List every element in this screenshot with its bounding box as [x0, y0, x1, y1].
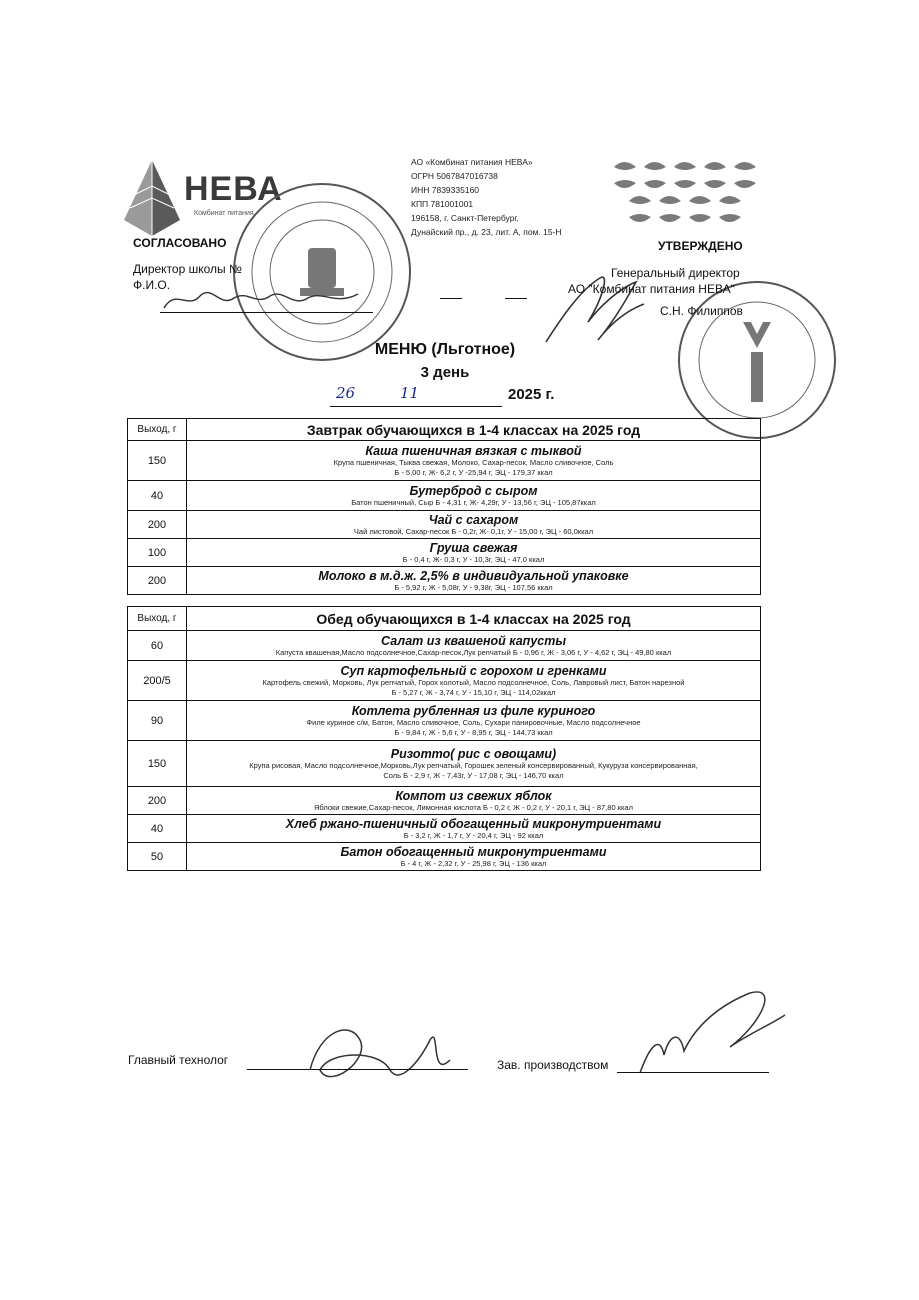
table-row: [128, 787, 761, 815]
chief-technologist-label: Главный технолог: [128, 1053, 229, 1067]
menu-date: [330, 384, 570, 408]
logo-pyramid-icon: [122, 158, 182, 238]
dish-name: Компот из свежих яблок: [395, 788, 552, 803]
dish-cell: [187, 539, 761, 567]
dish-output: 150: [128, 441, 187, 481]
dish-cell: [187, 567, 761, 595]
dish-nutrition: Б - 4 г, Ж - 2,32 г, У - 25,98 г, ЭЦ - 136 ккал: [400, 858, 547, 868]
dish-ingredients: Филе куриное с/м, Батон, Масло сливочное, Соль, Сухари панировочные, Масло подсолнечное: [306, 717, 641, 727]
table-header-row: [128, 419, 761, 441]
dish-output: 50: [128, 843, 187, 871]
dish-name: Суп картофельный с горохом и гренками: [340, 663, 607, 678]
dish-cell: [187, 661, 761, 701]
date-underline: [330, 406, 502, 407]
logo-subtitle: Комбинат питания: [194, 210, 254, 217]
approver-name: С.Н. Филиппов: [660, 304, 743, 318]
production-head-signature: [630, 985, 790, 1080]
approved-heading: УТВЕРЖДЕНО: [658, 239, 743, 253]
dish-output: 60: [128, 631, 187, 661]
production-head-label: Зав. производством: [497, 1058, 609, 1072]
table-row: [128, 481, 761, 511]
breakfast-table: [127, 418, 761, 595]
company-line: ОГРН 5067847016738: [411, 171, 498, 181]
decorative-pattern: [612, 155, 762, 235]
dish-name: Салат из квашеной капусты: [380, 633, 567, 648]
dish-name: Бутерброд с сыром: [409, 483, 538, 498]
menu-title: МЕНЮ (Льготное): [374, 341, 516, 358]
dish-name: Груша свежая: [429, 540, 518, 555]
company-line: 196158, г. Санкт-Петербург,: [411, 213, 519, 223]
menu-day: 3 день: [420, 364, 470, 381]
chief-technologist-signature: [290, 1010, 460, 1100]
signature-dash: [505, 298, 527, 299]
approver-position: Генеральный директор: [611, 266, 740, 280]
dish-ingredients: Картофель свежий, Морковь, Лук репчатый, Горох колотый, Масло подсолнечное, Соль, Лавровый лист, Батон нарезной: [262, 677, 685, 687]
dish-cell: [187, 815, 761, 843]
dish-nutrition: Б - 5,00 г, Ж- 6,2 г, У -25,94 г, ЭЦ - 179,37 ккал: [394, 467, 553, 477]
dish-nutrition: Батон пшеничный, Сыр Б - 4,31 г, Ж- 4,29г, У - 13,56 г, ЭЦ - 105,87ккал: [351, 497, 596, 507]
table-row: [128, 741, 761, 787]
dish-cell: [187, 511, 761, 539]
dish-output: 100: [128, 539, 187, 567]
school-director-label: Директор школы №: [133, 262, 242, 276]
dish-cell: [187, 741, 761, 787]
lunch-table: [127, 606, 761, 871]
breakfast-title: Завтрак обучающихся в 1-4 классах на 2025 год: [187, 419, 761, 441]
column-header-output: Выход, г: [128, 419, 187, 441]
dish-cell: [187, 631, 761, 661]
fio-signature-line: [160, 312, 373, 313]
table-row: [128, 815, 761, 843]
dish-name: Ризотто( рис с овощами): [390, 746, 557, 761]
school-seal: [230, 180, 415, 365]
table-header-row: [128, 607, 761, 631]
dish-cell: [187, 481, 761, 511]
signature-dash: [440, 298, 462, 299]
dish-cell: [187, 701, 761, 741]
table-row: [128, 631, 761, 661]
lunch-title: Обед обучающихся в 1-4 классах на 2025 год: [187, 607, 761, 631]
table-row: [128, 661, 761, 701]
company-line: Дунайский пр., д. 23, лит. А, пом. 15-Н: [411, 227, 562, 237]
dish-cell: [187, 843, 761, 871]
dish-name: Молоко в м.д.ж. 2,5% в индивидуальной упаковке: [318, 568, 629, 583]
dish-nutrition: Соль Б - 2,9 г, Ж - 7,43г, У - 17,08 г, ЭЦ - 146,70 ккал: [383, 770, 564, 780]
date-day: 26: [336, 384, 356, 402]
dish-output: 200/5: [128, 661, 187, 701]
dish-nutrition: Б - 5,92 г, Ж - 5,08г, У - 9,38г, ЭЦ - 107,56 ккал: [394, 582, 553, 592]
dish-nutrition: Б - 3,2 г, Ж - 1,7 г, У - 20,4 г, ЭЦ - 92 ккал: [403, 830, 544, 840]
approver-organization: АО "Комбинат питания НЕВА": [568, 282, 735, 296]
table-row: [128, 567, 761, 595]
dish-name: Чай с сахаром: [428, 512, 519, 527]
dish-name: Хлеб ржано-пшеничный обогащенный микронутриентами: [285, 816, 662, 831]
dish-output: 90: [128, 701, 187, 741]
agreed-heading: СОГЛАСОВАНО: [133, 236, 227, 250]
company-requisites: [411, 155, 611, 239]
company-line: ИНН 7839335160: [411, 185, 480, 195]
date-year: 2025 г.: [508, 386, 555, 403]
dish-nutrition: Чай листовой, Сахар-песок Б - 0,2г, Ж- 0,1г, У - 15,00 г, ЭЦ - 60,0ккал: [353, 526, 594, 536]
fio-label: Ф.И.О.: [133, 278, 171, 292]
logo-word: НЕВА: [184, 170, 283, 208]
dish-nutrition: Яблоки свежие,Сахар-песок, Лимонная кислота Б - 0,2 г, Ж - 0,2 г, У - 20,1 г, ЭЦ - 87,80 ккал: [314, 802, 633, 812]
column-header-output: Выход, г: [128, 607, 187, 631]
dish-cell: [187, 787, 761, 815]
production-head-line: [617, 1072, 769, 1073]
table-row: [128, 701, 761, 741]
dish-nutrition: Капуста квашеная,Масло подсолнечное,Сахар-песок,Лук репчатый Б - 0,96 г, Ж - 3,06 г, У - 4,62 г, ЭЦ - 49,80 ккал: [275, 647, 672, 657]
date-month: 11: [400, 384, 420, 402]
dish-ingredients: Крупа рисовая, Масло подсолнечное,Морковь,Лук репчатый, Горошек зеленый консервированный, Кукуруза консервированная,: [249, 760, 698, 770]
dish-nutrition: Б - 5,27 г, Ж - 3,74 г, У - 15,10 г, ЭЦ - 114,02ккал: [391, 687, 556, 697]
company-line: АО «Комбинат питания НЕВА»: [411, 157, 533, 167]
dish-output: 200: [128, 511, 187, 539]
dish-output: 150: [128, 741, 187, 787]
company-line: КПП 781001001: [411, 199, 474, 209]
dish-ingredients: Крупа пшеничная, Тыква свежая, Молоко, Сахар-песок, Масло сливочное, Соль: [333, 457, 614, 467]
dish-output: 200: [128, 567, 187, 595]
dish-nutrition: Б - 0,4 г, Ж- 0,3 г, У - 10,3г, ЭЦ - 47,0 ккал: [402, 554, 545, 564]
dish-output: 40: [128, 481, 187, 511]
dish-name: Котлета рубленная из филе куриного: [351, 703, 596, 718]
dish-nutrition: Б - 9,84 г, Ж - 5,6 г, У - 8,95 г, ЭЦ - 144,73 ккал: [394, 727, 553, 737]
table-row: [128, 441, 761, 481]
table-row: [128, 843, 761, 871]
dish-name: Каша пшеничная вязкая с тыквой: [365, 443, 582, 458]
table-row: [128, 539, 761, 567]
dish-output: 200: [128, 787, 187, 815]
dish-cell: [187, 441, 761, 481]
chief-technologist-line: [247, 1069, 468, 1070]
table-row: [128, 511, 761, 539]
dish-output: 40: [128, 815, 187, 843]
dish-name: Батон обогащенный микронутриентами: [340, 844, 607, 859]
